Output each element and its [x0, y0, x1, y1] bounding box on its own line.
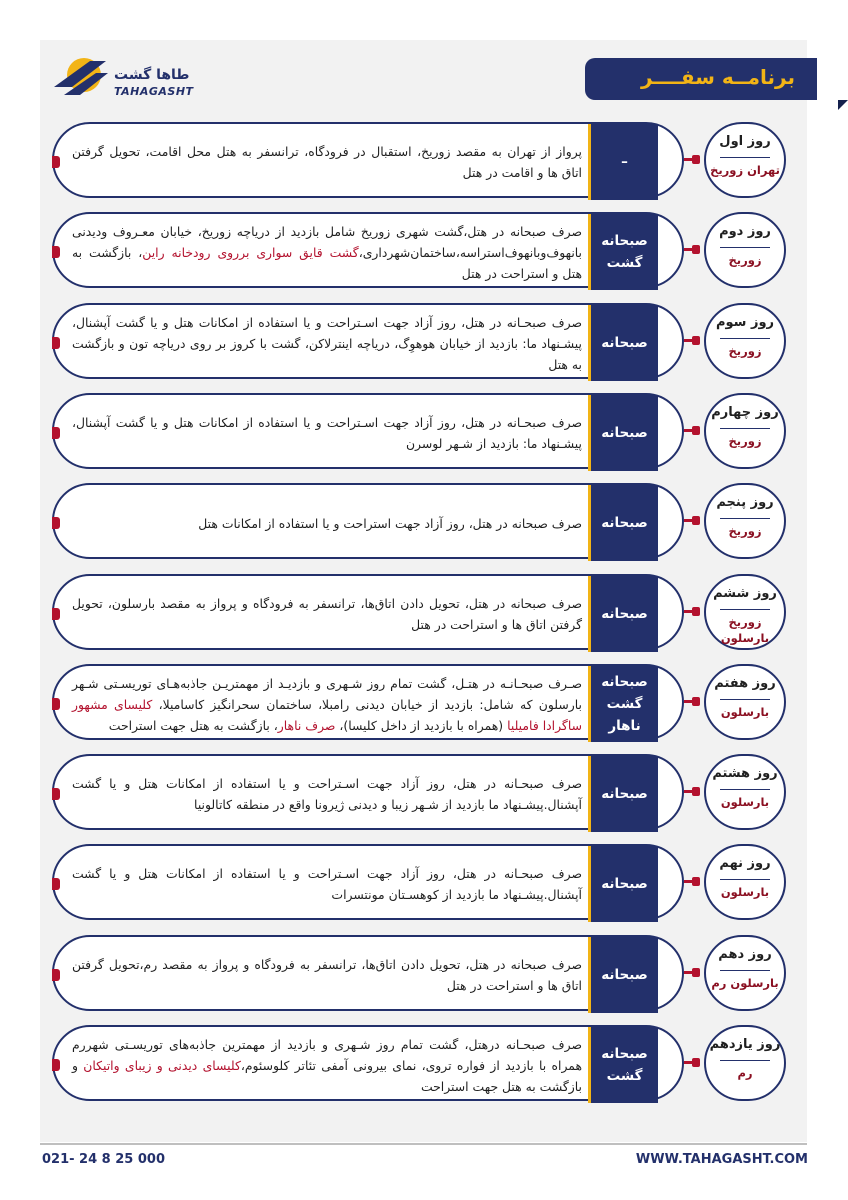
day-divider	[720, 789, 770, 790]
services-box	[588, 1027, 658, 1103]
footer-phone: 021- 24 8 25 000	[42, 1152, 165, 1167]
day-name: روز پنجم	[716, 495, 774, 510]
day-divider	[720, 247, 770, 248]
day-name: روز هشتم	[712, 766, 778, 781]
day-badge	[704, 935, 786, 1011]
day-description-card	[52, 574, 684, 650]
day-badge	[704, 844, 786, 920]
day-description	[72, 666, 582, 742]
card-marker	[52, 1059, 60, 1071]
day-name: روز یازدهم	[709, 1037, 781, 1052]
card-marker	[52, 969, 60, 981]
description-text: (همراه با بازدید از داخل کلیسا)،	[335, 717, 508, 733]
day-name: روز هفتم	[714, 676, 776, 691]
connector-dot	[692, 426, 700, 435]
day-city: بارسلون	[720, 705, 770, 719]
itinerary-row	[52, 574, 800, 654]
service-label: –	[621, 154, 628, 170]
day-badge	[704, 303, 786, 379]
itinerary-row	[52, 212, 800, 292]
card-marker	[52, 878, 60, 890]
day-badge	[704, 393, 786, 469]
day-description	[72, 937, 582, 1013]
day-name: روز دوم	[719, 224, 771, 239]
day-description-card	[52, 122, 684, 198]
day-description	[72, 214, 582, 290]
day-name: روز دهم	[718, 947, 772, 962]
page-title: برنامــه سفــــر	[641, 65, 795, 89]
connector-dot	[692, 968, 700, 977]
services-box	[588, 214, 658, 290]
service-label: صبحانه	[601, 674, 648, 690]
connector-dot	[692, 787, 700, 796]
description-text: صـرف صبحـانـه در هتـل، گشت تمام روز شـهری و بازدیـد از مهمتریـن جاذبه‌هـای توریسـتی شـهر بارسلون که شامل: بازدید از خیابان دیدنی رامبلا، ساختمان سحرانگیز کاسامیلا،	[72, 675, 582, 712]
day-badge	[704, 754, 786, 830]
day-name: روز ششم	[713, 586, 777, 601]
service-label: صبحانه	[601, 967, 648, 983]
brand-name-en: TAHAGASHT	[114, 85, 194, 98]
connector-dot	[692, 516, 700, 525]
day-city: بارسلون رم	[711, 976, 779, 990]
day-divider	[720, 879, 770, 880]
description-text: صرف صبحـانه در هتل، روز آزاد جهت اسـتراحت و یا استفاده از امکانات هتل و یا گشت آپشنال، پیشـنهاد ما: بازدید از خیابان هوهوِگ، دریاچه اینترلاکن، گشت با کروز بر روی دریاچه تون و بازگشت به هتل	[72, 314, 582, 372]
services-box	[588, 485, 658, 561]
service-label: صبحانه	[601, 876, 648, 892]
day-divider	[720, 518, 770, 519]
description-text: صرف صبحانه در هتل، تحویل دادن اتاق‌ها، ترانسفر به فرودگاه و پرواز به مقصد رم،تحویل گرفتن اتاق ها و استراحت در هتل	[72, 957, 582, 993]
card-marker	[52, 517, 60, 529]
day-name: روز سوم	[715, 315, 775, 330]
day-badge	[704, 574, 786, 650]
itinerary-row	[52, 122, 800, 202]
day-divider	[720, 970, 770, 971]
day-divider	[720, 428, 770, 429]
description-text: صرف صبحانه در هتل، تحویل دادن اتاق‌ها، ترانسفر به فرودگاه و پرواز به مقصد بارسلون، تحویل گرفتن اتاق ها و استراحت در هتل	[72, 596, 582, 632]
itinerary-row	[52, 303, 800, 383]
brand-logo	[50, 55, 194, 105]
card-marker	[52, 427, 60, 439]
day-badge	[704, 1025, 786, 1101]
day-name: روز نهم	[719, 856, 771, 871]
day-description	[72, 124, 582, 200]
services-box	[588, 576, 658, 652]
services-box	[588, 305, 658, 381]
day-divider	[720, 1060, 770, 1061]
card-marker	[52, 788, 60, 800]
day-description-card	[52, 483, 684, 559]
services-box	[588, 124, 658, 200]
day-city: رم	[737, 1066, 753, 1080]
card-marker	[52, 698, 60, 710]
footer-divider	[40, 1143, 807, 1145]
itinerary-row	[52, 483, 800, 563]
day-badge	[704, 483, 786, 559]
services-box	[588, 937, 658, 1013]
day-description-card	[52, 664, 684, 740]
day-description	[72, 846, 582, 922]
service-label: صبحانه	[601, 515, 648, 531]
service-label: صبحانه	[601, 1046, 648, 1062]
services-box	[588, 846, 658, 922]
day-description	[72, 395, 582, 471]
day-description	[72, 1027, 582, 1103]
description-text: ، بازگشت به هتل و استراحت در هتل	[72, 244, 582, 281]
day-badge	[704, 664, 786, 740]
connector-dot	[692, 697, 700, 706]
day-description-card	[52, 393, 684, 469]
services-box	[588, 756, 658, 832]
description-text: پرواز از تهران به مقصد زوریخ، استقبال در فرودگاه، ترانسفر به هتل محل اقامت، تحویل گرفتن اتاق ها و اقامت در هتل	[72, 144, 582, 180]
day-description	[72, 756, 582, 832]
description-text: صرف صبحـانه در هتل، روز آزاد جهت اسـتراحت و یا استفاده از امکانات هتل و یا گشت آپشنال، پیشـنهاد ما: بازدید از شـهر لوسرن	[72, 415, 582, 451]
itinerary-row	[52, 1025, 800, 1105]
day-description-card	[52, 303, 684, 379]
logo-mark-icon	[50, 55, 112, 101]
day-description-card	[52, 212, 684, 288]
connector-dot	[692, 155, 700, 164]
day-name: روز اول	[719, 134, 771, 149]
description-text: صرف صبحانه در هتل،گشت شهری زوریخ شامل بازدید از دریاچه زوریخ، خیابان معـروف ودیدنی بانهوف‌وبانهوف‌استراسه،ساختمان‌شهرداری،	[72, 223, 582, 260]
brand-name-fa: طاها گشت	[114, 67, 190, 83]
day-description	[72, 576, 582, 652]
service-label: صبحانه	[601, 233, 648, 249]
day-badge	[704, 122, 786, 198]
connector-dot	[692, 877, 700, 886]
day-description	[72, 485, 582, 561]
highlight-text: صرف ناهار	[277, 717, 336, 733]
description-text: و بازگشت به هتل جهت استراحت	[72, 1057, 582, 1094]
highlight-text: کلیسای مشهور ساگرادا فامیلیا	[72, 696, 582, 733]
day-city: زوریخ	[728, 434, 762, 448]
card-marker	[52, 156, 60, 168]
service-label: گشت	[606, 696, 643, 712]
service-label: گشت	[606, 1068, 643, 1084]
description-text: ، بازگشت به هتل جهت استراحت	[108, 717, 278, 733]
service-label: گشت	[606, 255, 643, 271]
card-marker	[52, 246, 60, 258]
day-city: زوریخ	[728, 253, 762, 267]
day-description-card	[52, 1025, 684, 1101]
itinerary-row	[52, 935, 800, 1015]
banner-fold	[838, 100, 848, 110]
day-description-card	[52, 935, 684, 1011]
itinerary-row	[52, 844, 800, 924]
connector-dot	[692, 245, 700, 254]
footer-website: WWW.TAHAGASHT.COM	[635, 1152, 808, 1167]
description-text: صرف صبحانه در هتل، روز آزاد جهت استراحت و یا استفاده از امکانات هتل	[198, 515, 582, 531]
highlight-text: کلیسای دیدنی و زیبای واتیکان	[83, 1057, 241, 1073]
day-city: زوریخ بارسلون	[720, 615, 770, 645]
day-description-card	[52, 844, 684, 920]
day-city: بارسلون	[720, 885, 770, 899]
day-divider	[720, 157, 770, 158]
day-city: بارسلون	[720, 795, 770, 809]
day-city: زوریخ	[728, 344, 762, 358]
day-divider	[720, 338, 770, 339]
title-banner	[585, 58, 817, 100]
service-label: صبحانه	[601, 786, 648, 802]
day-badge	[704, 212, 786, 288]
day-description	[72, 305, 582, 381]
services-box	[588, 395, 658, 471]
service-label: ناهار	[608, 718, 641, 734]
service-label: صبحانه	[601, 606, 648, 622]
description-text: صرف صبحـانه درهتل، گشت تمام روز شـهری و بازدید از مهمترین جاذبه‌های توریسـتی شهر‌رم همراه با بازدید از فواره تروی، نمای بیرونی آمفی تئاتر کلوسئوم،	[72, 1036, 582, 1073]
day-divider	[720, 699, 770, 700]
description-text: صرف صبحـانه در هتل، روز آزاد جهت اسـتراحت و یا استفاده از امکانات هتل و یا گشت آپشنال.پیشـنهاد ما بازدید از کوهسـتان مونتسرات	[72, 866, 582, 902]
connector-dot	[692, 607, 700, 616]
services-box	[588, 666, 658, 742]
itinerary-row	[52, 393, 800, 473]
service-label: صبحانه	[601, 335, 648, 351]
service-label: صبحانه	[601, 425, 648, 441]
card-marker	[52, 337, 60, 349]
day-divider	[720, 609, 770, 610]
itinerary-row	[52, 754, 800, 834]
card-marker	[52, 608, 60, 620]
day-description-card	[52, 754, 684, 830]
day-name: روز چهارم	[711, 405, 779, 420]
day-city: تهران زوریخ	[710, 163, 780, 177]
itinerary-row	[52, 664, 800, 744]
connector-dot	[692, 336, 700, 345]
description-text: صرف صبحـانه در هتل، روز آزاد جهت اسـتراحت و یا استفاده از امکانات هتل و یا گشت آپشنال.پیشـنهاد ما بازدید از شـهر زیبا و دیدنی ژیرونا واقع در منطقه کاتالونیا	[72, 776, 582, 812]
connector-dot	[692, 1058, 700, 1067]
highlight-text: گشت قایق سواری برروی رودخانه راین	[142, 244, 359, 260]
day-city: زوریخ	[728, 524, 762, 538]
